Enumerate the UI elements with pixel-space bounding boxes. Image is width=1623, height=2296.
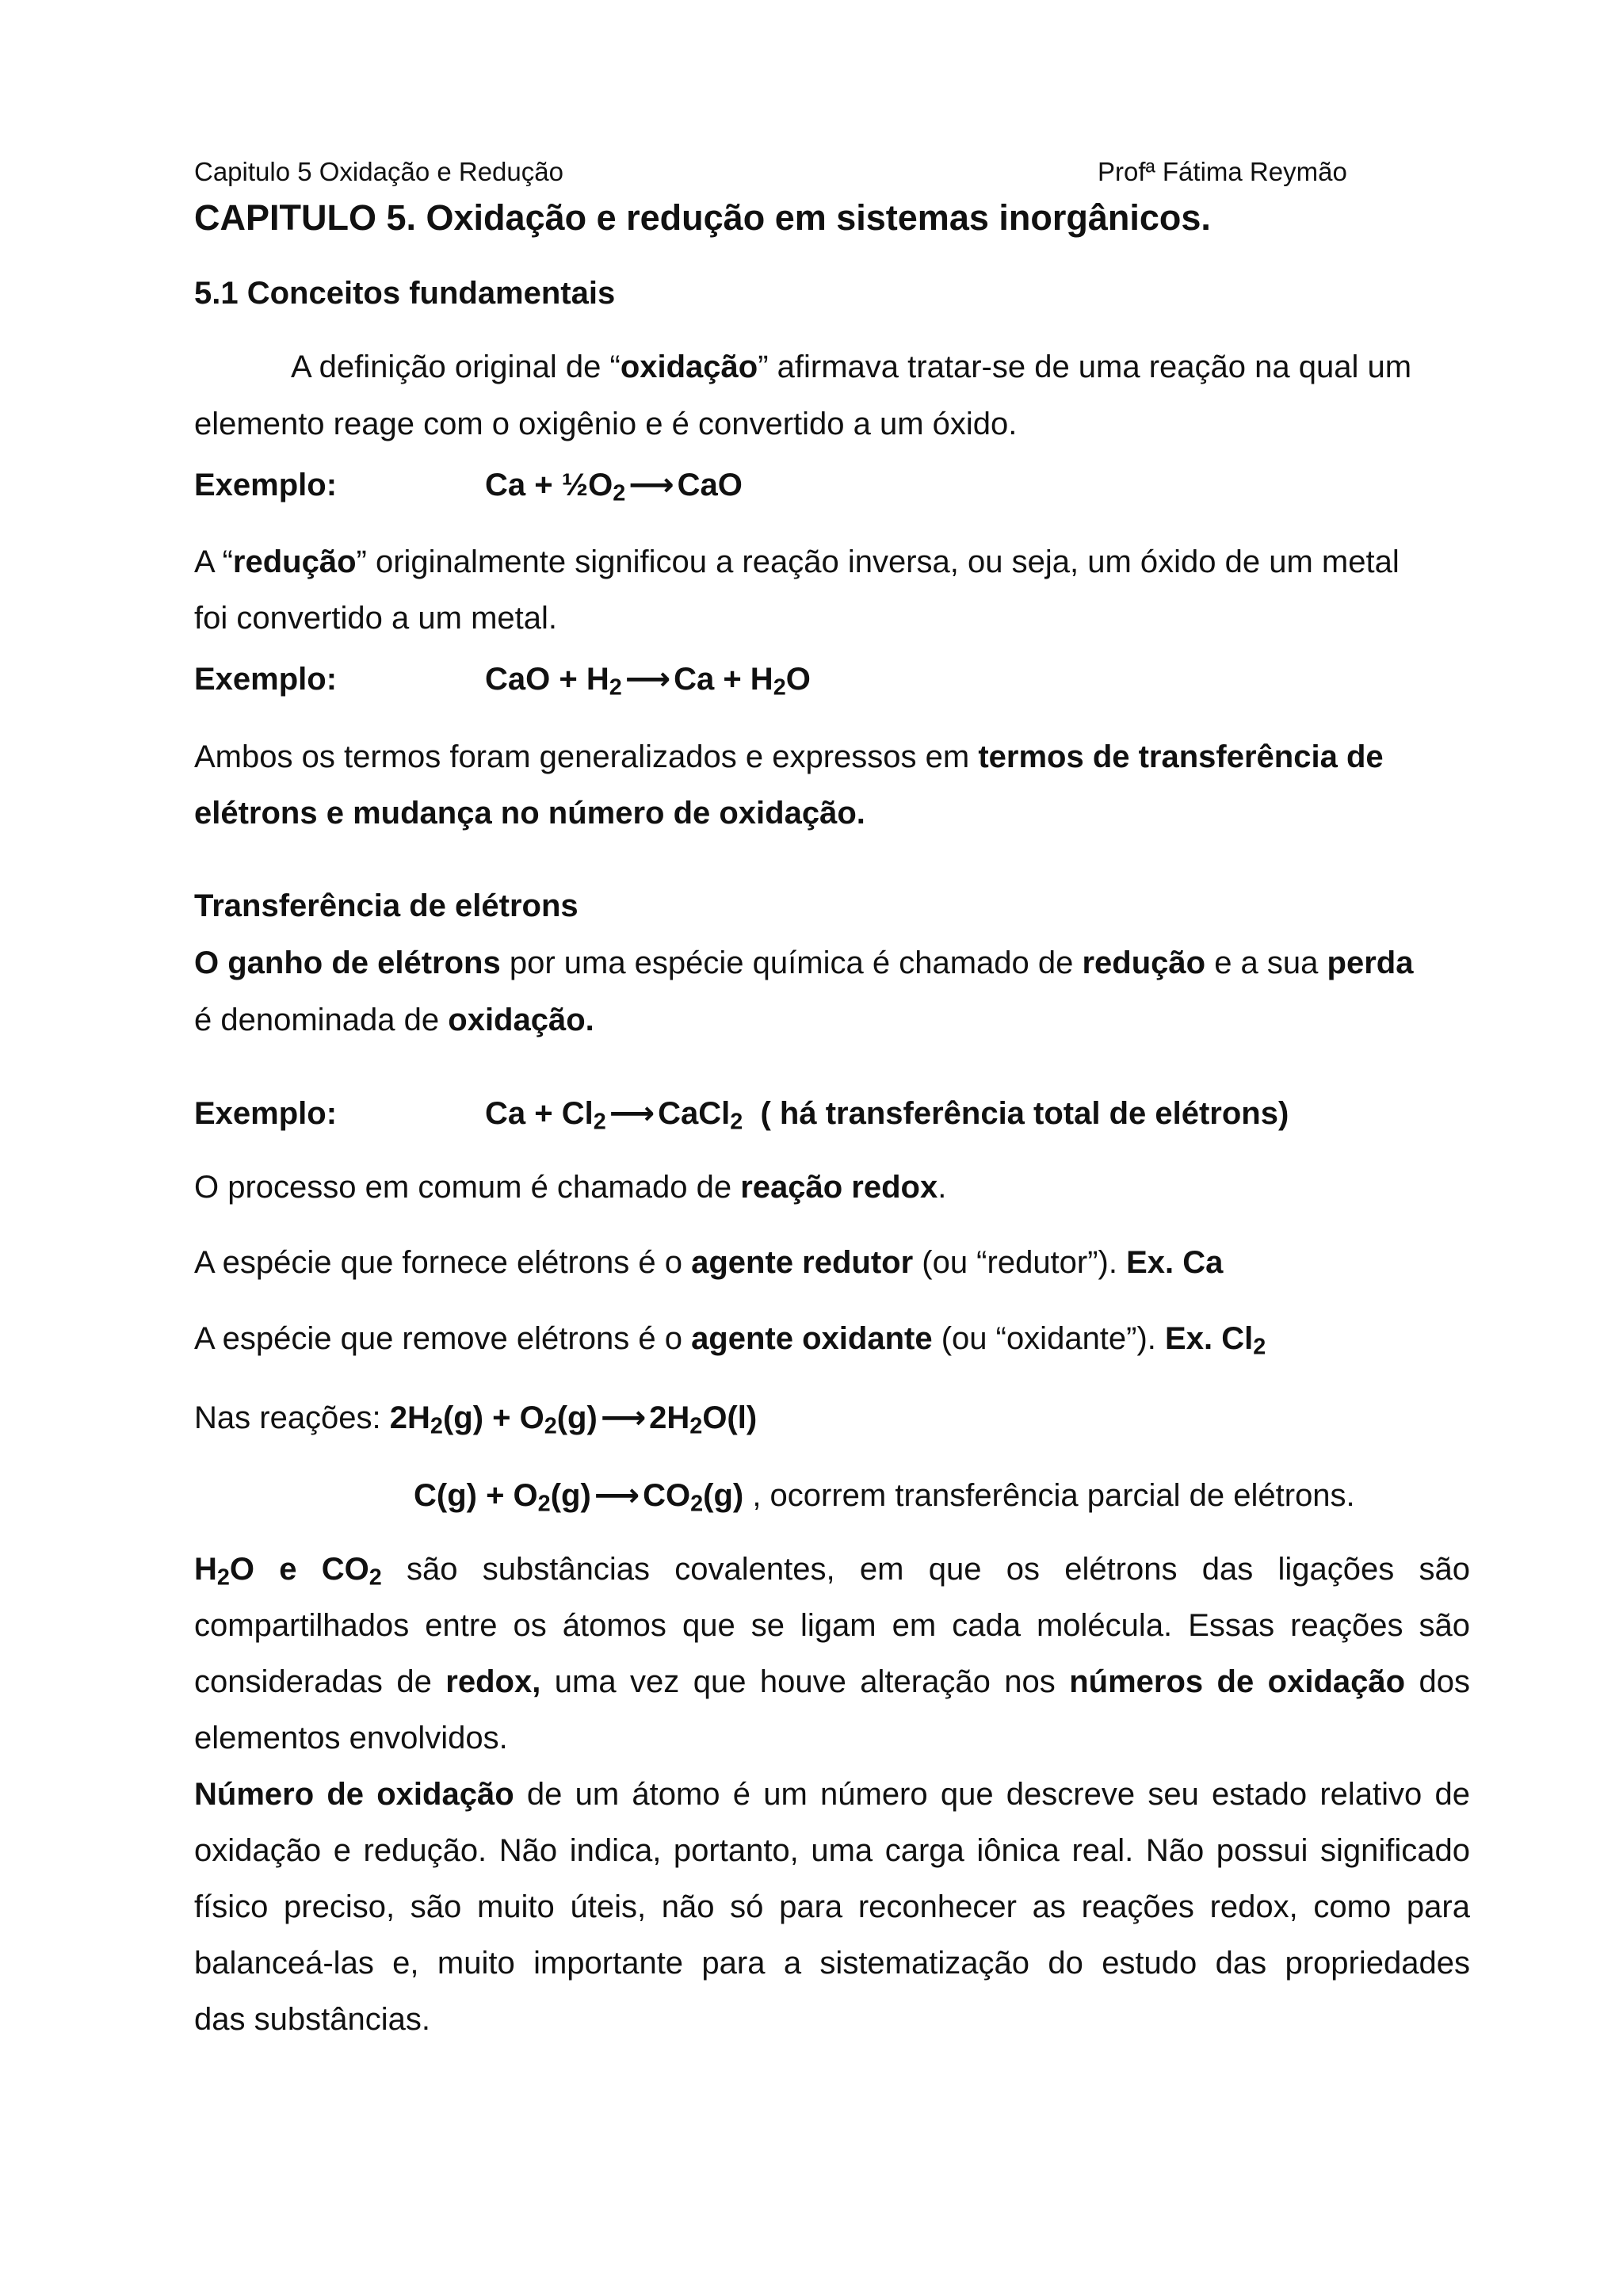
text-span: (ou “redutor”). (913, 1245, 1127, 1280)
equation-text: CaO (677, 468, 743, 502)
text-span: (ou “oxidante”). (932, 1321, 1166, 1356)
text-span: e a sua (1205, 946, 1327, 980)
equation-note: ( há transferência total de elétrons) (760, 1096, 1289, 1131)
paragraph-line: das substâncias. (194, 2002, 430, 2037)
paragraph-line (194, 1000, 1470, 1040)
text-span: , ocorrem transferência parcial de elétrons. (743, 1478, 1355, 1513)
equation (414, 1478, 744, 1517)
paragraph-line (194, 1167, 1470, 1207)
equation-text: CO (643, 1478, 691, 1513)
bold-term: redução (232, 544, 357, 579)
text-span: de um átomo é um número que descreve seu estado relativo de (514, 1777, 1470, 1812)
equation-text: CaCl (658, 1096, 731, 1131)
equation-text: 2H (389, 1400, 430, 1435)
equation-text: (g) (556, 1400, 598, 1435)
text-span: por uma espécie química é chamado de (500, 946, 1083, 980)
bold-term: agente oxidante (691, 1321, 933, 1356)
section-heading: 5.1 Conceitos fundamentais (194, 276, 616, 311)
bold-term: Ex. Cl (1165, 1321, 1254, 1356)
bold-term: termos de transferência de (978, 739, 1384, 774)
reaction-arrow-icon: ⟶ (628, 468, 674, 502)
text-span: O processo em comum é chamado de (194, 1170, 741, 1205)
bold-term: agente redutor (691, 1245, 914, 1280)
paragraph-line: elementos envolvidos. (194, 1721, 508, 1755)
example-label: Exemplo: (194, 662, 338, 697)
bold-term: redox, (445, 1664, 541, 1699)
subscript: 2 (430, 1413, 443, 1439)
subscript: 2 (369, 1564, 382, 1591)
bold-term: redução (1082, 946, 1206, 980)
equation-text: 2H (649, 1400, 690, 1435)
subscript: 2 (609, 674, 622, 701)
chapter-title: CAPITULO 5. Oxidação e redução em sistemas inorgânicos. (194, 197, 1211, 238)
equation-text: (g) (550, 1478, 591, 1513)
paragraph-line (194, 542, 1470, 582)
paragraph-line (194, 1549, 1470, 1589)
reaction-arrow-icon: ⟶ (600, 1400, 647, 1435)
text-span: A “ (194, 544, 233, 579)
subscript: 2 (1253, 1334, 1266, 1360)
paragraph-line (194, 347, 1470, 387)
text-span: ” originalmente significou a reação inversa, ou seja, um óxido de um metal (356, 544, 1400, 579)
equation-text: Ca + H (674, 662, 773, 697)
bold-term: Ex. Ca (1126, 1245, 1224, 1280)
equation (389, 1400, 758, 1439)
equation-text: Ca + ½O (485, 468, 613, 502)
paragraph-line (194, 1243, 1470, 1282)
paragraph-line: elemento reage com o oxigênio e é convertido a um óxido. (194, 407, 1018, 441)
paragraph-line (194, 1775, 1470, 1814)
text-span: . (938, 1170, 947, 1205)
subscript: 2 (216, 1564, 230, 1591)
text-span: A definição original de “ (291, 350, 621, 384)
text-span: consideradas de (194, 1664, 446, 1699)
example-equation (194, 1094, 1470, 1133)
paragraph-line (414, 1476, 1476, 1515)
bold-term: reação redox (740, 1170, 938, 1205)
subscript: 2 (689, 1413, 703, 1439)
subscript: 2 (690, 1491, 704, 1517)
reaction-arrow-icon: ⟶ (624, 662, 671, 697)
example-label: Exemplo: (194, 1096, 338, 1131)
text-span: A espécie que fornece elétrons é o (194, 1245, 692, 1280)
text-span: é denominada de (194, 1003, 449, 1037)
bold-term: oxidação (620, 350, 758, 384)
paragraph-line (194, 737, 1470, 777)
text-span: Nas reações: (194, 1400, 390, 1435)
paragraph-line: balanceá-las e, muito importante para a sistematização do estudo das propriedades (194, 1946, 1470, 1981)
subscript: 2 (773, 674, 786, 701)
equation-text: O (785, 662, 811, 697)
running-header-left: Capitulo 5 Oxidação e Redução (194, 157, 563, 186)
text-span: uma vez que houve alteração nos (540, 1664, 1070, 1699)
bold-term: Número de oxidação (194, 1777, 514, 1812)
subscript: 2 (730, 1109, 743, 1135)
paragraph-line (194, 1662, 1470, 1702)
paragraph-line (194, 943, 1470, 983)
equation-text: O(l) (702, 1400, 758, 1435)
paragraph-line (194, 1398, 1470, 1438)
equation-text: Ca + Cl (485, 1096, 594, 1131)
bold-term: perda (1327, 946, 1414, 980)
running-header-right: Profª Fátima Reymão (1098, 157, 1347, 186)
subscript: 2 (613, 480, 626, 506)
subscript: 2 (544, 1413, 557, 1439)
reaction-arrow-icon: ⟶ (609, 1096, 655, 1131)
equation-text: CaO + H (485, 662, 609, 697)
bold-term: O e CO (229, 1552, 369, 1587)
paragraph-line: físico preciso, são muito úteis, não só para reconhecer as reações redox, como para (194, 1889, 1470, 1924)
section-heading: Transferência de elétrons (194, 888, 579, 923)
bold-term: O ganho de elétrons (194, 946, 501, 980)
example-equation (194, 659, 1470, 699)
paragraph-line: oxidação e redução. Não indica, portanto, uma carga iônica real. Não possui significado (194, 1833, 1470, 1868)
bold-term: oxidação. (448, 1003, 594, 1037)
text-span: dos (1405, 1664, 1471, 1699)
reaction-arrow-icon: ⟶ (594, 1478, 640, 1513)
example-equation (194, 465, 1470, 505)
equation-text: (g) (703, 1478, 744, 1513)
paragraph-line: compartilhados entre os átomos que se ligam em cada molécula. Essas reações são (194, 1608, 1470, 1643)
equation-text: C(g) + O (414, 1478, 538, 1513)
text-span: A espécie que remove elétrons é o (194, 1321, 692, 1356)
bold-term: H (194, 1552, 217, 1587)
text-span: Ambos os termos foram generalizados e expressos em (194, 739, 979, 774)
bold-term: números de oxidação (1069, 1664, 1406, 1699)
text-span: são substâncias covalentes, em que os elétrons das ligações são (381, 1552, 1470, 1587)
equation-text: (g) + O (442, 1400, 544, 1435)
paragraph-line (194, 1319, 1470, 1358)
example-label: Exemplo: (194, 468, 338, 502)
subscript: 2 (593, 1109, 606, 1135)
text-span: ” afirmava tratar-se de uma reação na qual um (758, 350, 1412, 384)
paragraph-line: elétrons e mudança no número de oxidação. (194, 796, 865, 831)
subscript: 2 (537, 1491, 551, 1517)
paragraph-line: foi convertido a um metal. (194, 601, 557, 636)
